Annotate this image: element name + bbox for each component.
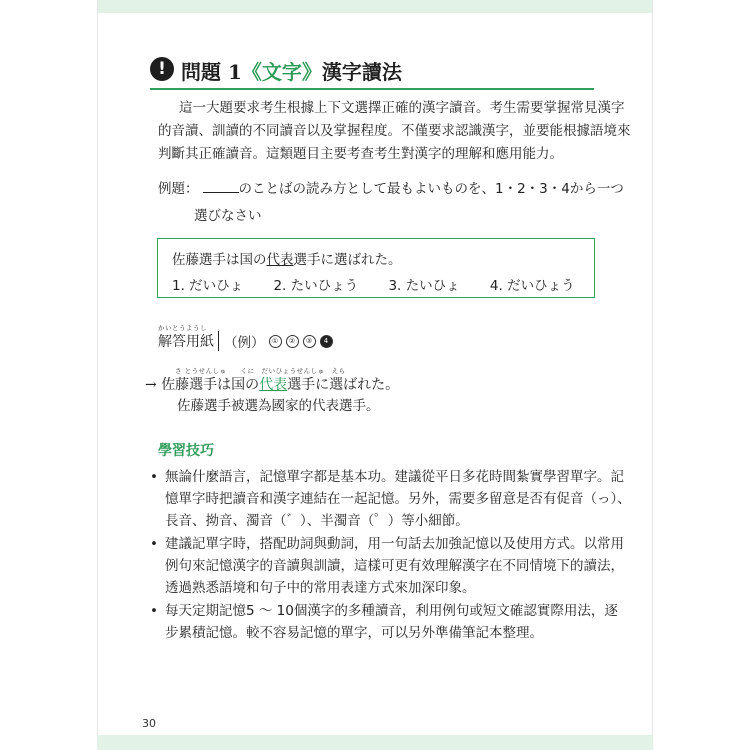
example-text-2: 選びなさい xyxy=(194,208,262,224)
solution-ruby: さ とうせんしゅ くに だいひょうせんしゅ えら xyxy=(175,367,346,375)
heading-accent: 《文字》 xyxy=(241,60,322,84)
intro-line: 這一大題要求考生根據上下文選擇正確的漢字讀音。考生需要掌握常見漢字 xyxy=(179,100,625,116)
section-heading xyxy=(150,52,594,90)
solution-translation: 佐藤選手被選為國家的代表選手。 xyxy=(177,398,380,414)
intro-line: 的音讀、訓讀的不同讀音以及掌握程度。不僅要求認識漢字，並要能根據語境來 xyxy=(158,123,631,139)
page-edge-right xyxy=(652,0,653,750)
intro-paragraph xyxy=(158,97,631,166)
blank-line xyxy=(203,178,239,193)
question-before: 佐藤選手は国の xyxy=(172,252,267,268)
intro-line: 判斷其正確讀音。這類題目主要考查考生對漢字的理解和應用能力。 xyxy=(158,146,563,162)
bullet-icon: • xyxy=(150,603,158,619)
option-1: 1. だいひょ xyxy=(172,278,244,294)
tip-line: 步累積記憶。較不容易記憶的單字，可以另外準備筆記本整理。 xyxy=(165,625,543,641)
solution-target: 代表 xyxy=(259,377,288,393)
tip-line: 每天定期記憶5 ～ 10個漢字的多種讀音，利用例句或短文確認實際用法，逐 xyxy=(165,603,618,619)
bullet-icon: • xyxy=(150,469,158,485)
answer-example: （例） xyxy=(218,331,265,351)
question-target: 代表 xyxy=(266,252,294,268)
tip-line: 建議記單字時，搭配助詞與動詞，用一句話去加強記憶以及使用方式。以常用 xyxy=(165,536,624,552)
solution-before: 佐藤選手は国の xyxy=(161,377,260,393)
option-3: 3. たいひょ xyxy=(388,278,460,294)
exclamation-icon: ! xyxy=(150,57,174,81)
tip-item xyxy=(150,466,631,532)
page-number: 30 xyxy=(142,717,156,730)
solution-after: 選手に選ばれた。 xyxy=(287,377,400,393)
heading-prefix: 問題 1 xyxy=(181,60,242,84)
answer-ruby: かいとうようし xyxy=(158,324,207,332)
heading-suffix: 漢字讀法 xyxy=(321,60,402,84)
example-label: 例題： xyxy=(158,181,199,197)
answer-circle-3: ③ xyxy=(303,335,316,348)
top-band xyxy=(97,0,653,13)
heading-title xyxy=(181,56,402,85)
bottom-band xyxy=(97,735,653,750)
tip-line: 例句來記憶漢字的音讀與訓讀，這樣可更有效理解漢字在不同情境下的讀法， xyxy=(165,558,624,574)
tips-heading: 學習技巧 xyxy=(158,443,214,459)
example-instruction xyxy=(158,176,624,230)
answer-circle-2: ② xyxy=(286,335,299,348)
option-2: 2. たいひょう xyxy=(273,278,359,294)
arrow-icon: → xyxy=(145,377,157,393)
bullet-icon: • xyxy=(150,536,158,552)
tip-line: 長音、拗音、濁音（゛）、半濁音（゜）等小細節。 xyxy=(165,513,469,529)
example-text: のことばの読み方として最もよいものを、1・2・3・4から一つ xyxy=(238,181,624,197)
answer-label: 解答用紙 xyxy=(158,334,214,350)
answer-circle-4-filled: 4 xyxy=(320,335,333,348)
answer-circle-1: ① xyxy=(269,335,282,348)
tip-line: 透過熟悉語境和句子中的常用表達方式來加深印象。 xyxy=(165,580,476,596)
tip-item xyxy=(150,533,624,599)
question-options xyxy=(172,274,601,294)
tips-list xyxy=(150,466,631,645)
tip-line: 憶單字時把讀音和漢字連結在一起記憶。另外，需要多留意是否有促音（っ）、 xyxy=(165,491,631,507)
question-after: 選手に選ばれた。 xyxy=(293,252,402,268)
question-sentence xyxy=(172,248,402,268)
tip-item xyxy=(150,600,618,644)
page-edge-left xyxy=(97,0,98,750)
option-4: 4. だいひょう xyxy=(489,278,575,294)
question-box xyxy=(157,238,595,298)
tip-line: 無論什麼語言，記憶單字都是基本功。建議從平日多花時間紮實學習單字。記 xyxy=(165,469,624,485)
